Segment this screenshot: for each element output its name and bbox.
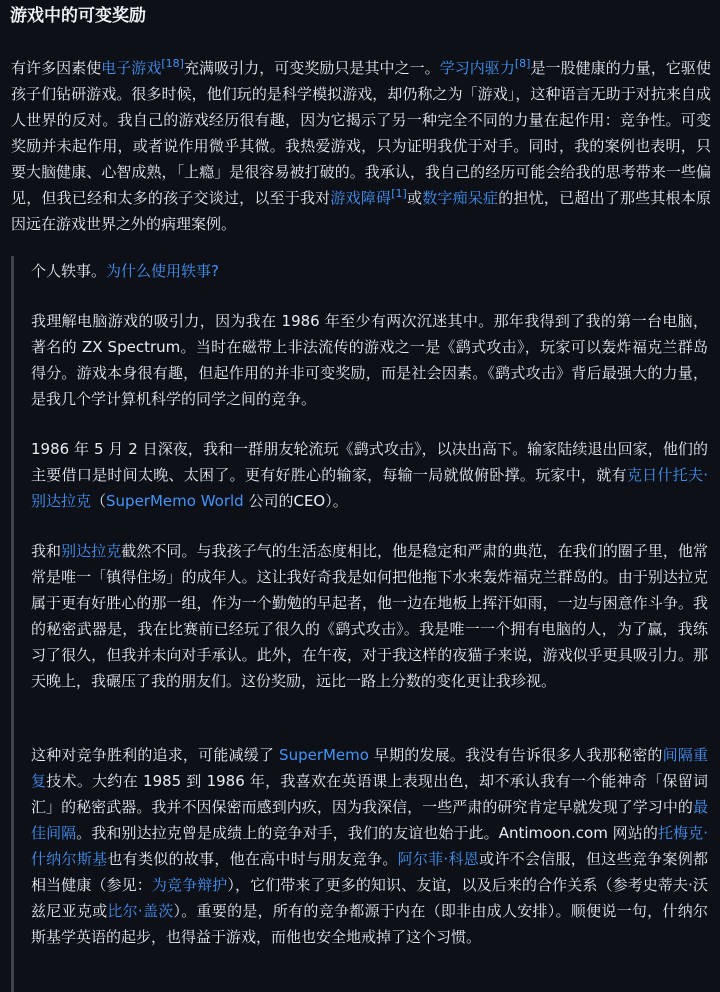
link-spaced-repetition[interactable]: 间隔重复 [31, 746, 708, 790]
anecdote-text: 早期的发展。我没有告诉很多人我那秘密的 [368, 746, 663, 764]
intro-paragraph [11, 55, 711, 237]
link-supermemo[interactable]: SuperMemo [279, 746, 369, 764]
link-krzysztof-biedalak[interactable]: 克日什托夫·别达拉克 [31, 466, 708, 510]
link-alfie-kohn[interactable]: 阿尔菲·科恩 [397, 850, 480, 868]
intro-text: 或 [406, 189, 423, 207]
intro-text: 是一股健康的力量，它驱使孩子们钻研游戏。很多时候，他们玩的是科学模拟游戏，却仍称之为「游戏」，这种语言无助于对抗来自成人世界的反对。我自己的游戏经历很有趣，因为它揭示了另一种完全不同的力量在起作用：竞争性。可变奖励并未起作用，或者说作用微乎其微。我热爱游戏，只为证明我优于对手。同时，我的案例也表明，只要大脑健康、心智成熟，「上瘾」是很容易被打破的。我承认，我自己的经历可能会给我的思考带来一些偏见，但我已经和太多的孩子交谈过，以至于我对 [11, 59, 711, 207]
anecdote-text: 公司的CEO）。 [243, 492, 348, 510]
anecdote-paragraph-2 [31, 436, 708, 514]
link-digital-dementia[interactable]: 数字痴呆症 [422, 189, 499, 207]
anecdote-text: ），它们带来了更多的知识、友谊，以及后来的合作关系（参考史蒂夫·沃兹尼亚克或 [31, 876, 708, 920]
section-title: 游戏中的可变奖励 [10, 6, 146, 26]
link-why-anecdotes[interactable]: 为什么使用轶事? [106, 262, 219, 280]
anecdote-paragraph-1: 我理解电脑游戏的吸引力，因为我在 1986 年至少有两次沉迷其中。那年我得到了我的第一台电脑，著名的 ZX Spectrum。当时在磁带上非法流传的游戏之一是《鹞式攻击》，玩家可以轰炸福克兰群岛得分。游戏本身很有趣，但起作用的并非可变奖励，而是社会因素。《鹞式攻击》背后最强大的力量，是我几个学计算机科学的同学之间的竞争。 [31, 312, 708, 408]
link-defense-of-competition[interactable]: 为竞争辩护 [151, 876, 228, 894]
anecdote-text: 技术。大约在 1985 到 1986 年，我喜欢在英语课上表现出色，却不承认我有一个能神奇「保留词汇」的秘密武器。我并不因保密而感到内疚，因为我深信，一些严肃的研究肯定早就发现了学习中的 [31, 772, 708, 816]
link-biedalak[interactable]: 别达拉克 [61, 542, 122, 560]
anecdote-label-line [31, 258, 708, 284]
anecdote-text: 截然不同。与我孩子气的生活态度相比，他是稳定和严肃的典范，在我们的圈子里，他常常是唯一「镇得住场」的成年人。这让我好奇我是如何把他拖下水来轰炸福克兰群岛的。由于别达拉克属于更有好胜心的那一组，作为一个勤勉的早起者，他一边在地板上挥汗如雨，一边与困意作斗争。我的秘密武器是，我在比赛前已经玩了很久的《鹞式攻击》。我是唯一一个拥有电脑的人，为了赢，我练习了很久，但我并未向对手承认。此外，在午夜，对于我这样的夜猫子来说，游戏似乎更具吸引力。那天晚上，我碾压了我的朋友们。这份奖励，远比一路上分数的变化更让我珍视。 [31, 542, 708, 690]
link-learning-drive[interactable]: 学习内驱力 [439, 59, 515, 77]
anecdote-blockquote [11, 256, 713, 992]
anecdote-text: （ [91, 492, 107, 510]
anecdote-text: ）。重要的是，所有的竞争都源于内在（即非由成人安排）。顺便说一句，什纳尔斯基学英语的起步，也得益于游戏，而他也安全地戒掉了这个习惯。 [31, 902, 708, 946]
anecdote-text: 这种对竞争胜利的追求，可能减缓了 [31, 746, 280, 764]
link-tomasz-szynalski[interactable]: 托梅克·什纳尔斯基 [31, 824, 708, 868]
footnote-ref-8[interactable]: [8] [514, 57, 531, 70]
footnote-ref-1[interactable]: [1] [391, 187, 407, 200]
link-electronic-games[interactable]: 电子游戏 [101, 59, 162, 77]
anecdote-text: 我和 [31, 542, 62, 560]
link-bill-gates[interactable]: 比尔·盖茨 [107, 902, 174, 920]
anecdote-label: 个人轶事。 [31, 262, 107, 280]
intro-text: 充满吸引力，可变奖励只是其中之一。 [183, 59, 440, 77]
link-gaming-disorder[interactable]: 游戏障碍 [330, 189, 392, 207]
intro-text: 的担忧，已超出了那些其根本原因远在游戏世界之外的病理案例。 [11, 189, 711, 233]
footnote-ref-18[interactable]: [18] [161, 57, 184, 70]
anecdote-text: 1986 年 5 月 2 日深夜，我和一群朋友轮流玩《鹞式攻击》，以决出高下。输家陆续退出回家，他们的主要借口是时间太晚、太困了。更有好胜心的输家，每输一局就做俯卧撑。玩家中，就有 [31, 440, 708, 484]
anecdote-text: 或许不会信服，但这些竞争案例都相当健康（参见： [31, 850, 708, 894]
anecdote-paragraph-4 [31, 742, 708, 950]
link-supermemo-world[interactable]: SuperMemo World [106, 492, 244, 510]
anecdote-paragraph-3 [31, 538, 708, 694]
intro-text: 有许多因素使 [11, 59, 102, 77]
anecdote-text: 也有类似的故事，他在高中时与朋友竞争。 [107, 850, 398, 868]
link-optimal-intervals[interactable]: 最佳间隔 [31, 798, 708, 842]
anecdote-text: 。我和别达拉克曾是成绩上的竞争对手，我们的友谊也始于此。Antimoon.com 网站的 [76, 824, 658, 842]
